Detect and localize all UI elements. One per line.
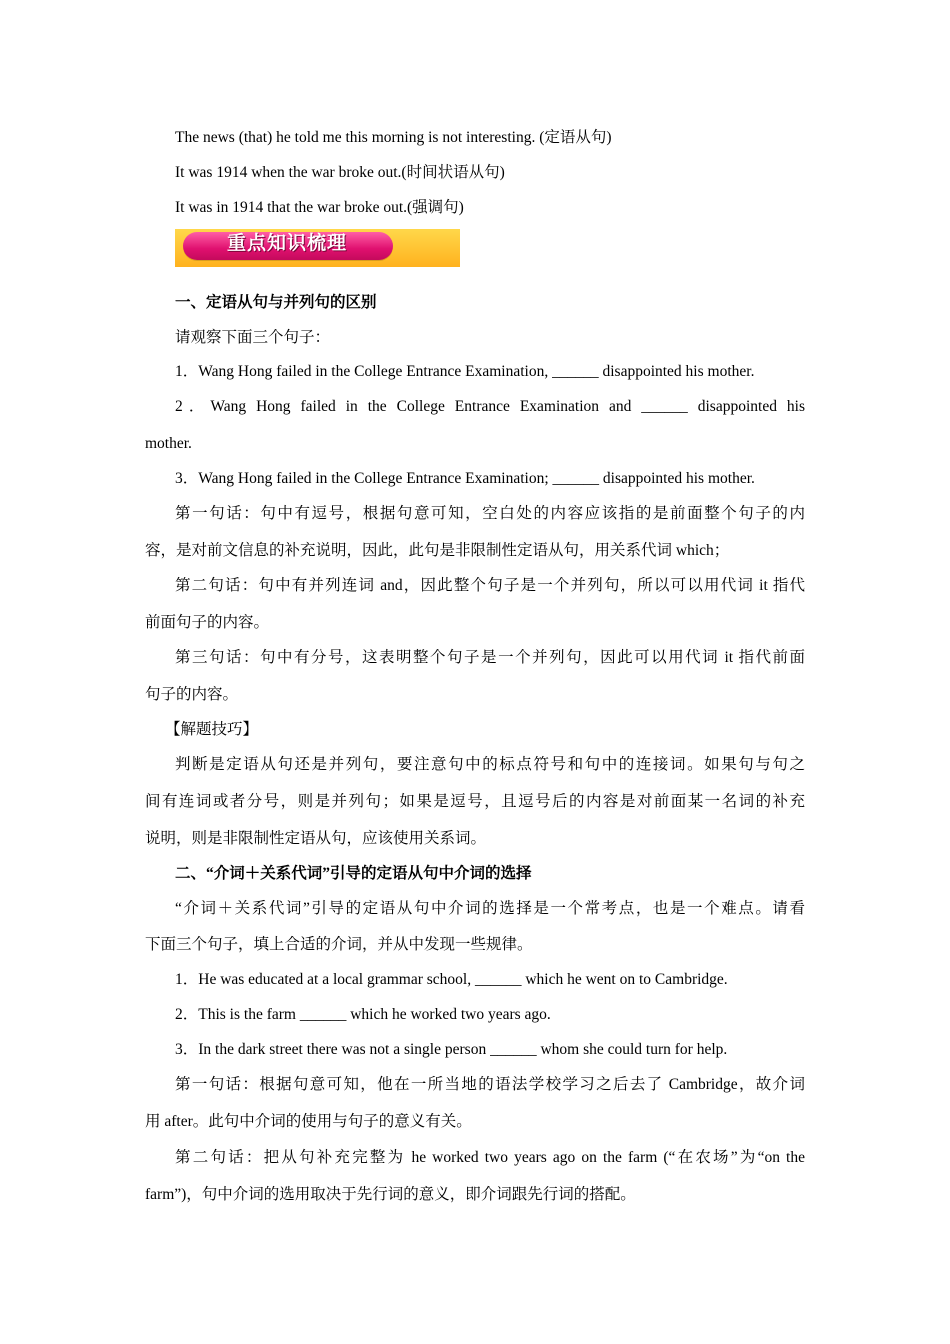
section1-explanation-2-line2: 前面句子的内容。 <box>145 614 270 631</box>
section2-explanation-2-line1: 第二句话：把从句补充完整为 he worked two years ago on the farm (“在农场”为“on the <box>175 1149 805 1166</box>
section2-heading: 二、“介词＋关系代词”引导的定语从句中介词的选择 <box>175 865 532 882</box>
section2-sentence-2: 2．This is the farm ______ which he worked two years ago. <box>175 1006 551 1023</box>
example-sentence-time-adverbial: It was 1914 when the war broke out.(时间状语从句) <box>175 164 505 181</box>
section1-sentence-3: 3．Wang Hong failed in the College Entrance Examination; ______ disappointed his mother. <box>175 470 755 487</box>
section1-sentence-2-line1: 2．Wang Hong failed in the College Entrance Examination and ______ disappointed his <box>175 398 805 415</box>
section2-intro-line1: “介词＋关系代词”引导的定语从句中介词的选择是一个常考点，也是一个难点。请看 <box>175 900 805 917</box>
tips-label: 【解题技巧】 <box>165 721 259 738</box>
section1-sentence-2-line2: mother. <box>145 435 192 452</box>
example-sentence-emphatic: It was in 1914 that the war broke out.(强调句) <box>175 199 464 216</box>
tips-line2: 间有连词或者分号，则是并列句；如果是逗号，且逗号后的内容是对前面某一名词的补充 <box>145 793 805 810</box>
banner-title: 重点知识梳理 <box>227 232 348 254</box>
section2-intro-line2: 下面三个句子，填上合适的介词，并从中发现一些规律。 <box>145 936 533 953</box>
section-banner <box>175 229 460 267</box>
section1-explanation-3-line2: 句子的内容。 <box>145 686 239 703</box>
section2-explanation-1-line1: 第一句话：根据句意可知，他在一所当地的语法学校学习之后去了 Cambridge，故介词 <box>175 1076 805 1093</box>
section2-sentence-3: 3．In the dark street there was not a single person ______ whom she could turn for help. <box>175 1041 728 1058</box>
section1-explanation-2-line1: 第二句话：句中有并列连词 and，因此整个句子是一个并列句，所以可以用代词 it 指代 <box>175 577 805 594</box>
section2-explanation-2-line2: farm”)，句中介词的选用取决于先行词的意义，即介词跟先行词的搭配。 <box>145 1186 636 1203</box>
tips-line3: 说明，则是非限制性定语从句，应该使用关系词。 <box>145 830 487 847</box>
section1-explanation-1-line1: 第一句话：句中有逗号，根据句意可知，空白处的内容应该指的是前面整个句子的内 <box>175 505 805 522</box>
section2-explanation-1-line2: 用 after。此句中介词的使用与句子的意义有关。 <box>145 1113 472 1130</box>
section1-heading: 一、定语从句与并列句的区别 <box>175 294 377 311</box>
section1-explanation-1-line2: 容，是对前文信息的补充说明，因此，此句是非限制性定语从句，用关系代词 which； <box>145 542 730 559</box>
section1-sentence-1: 1．Wang Hong failed in the College Entrance Examination, ______ disappointed his mother. <box>175 363 755 380</box>
section1-explanation-3-line1: 第三句话：句中有分号，这表明整个句子是一个并列句，因此可以用代词 it 指代前面 <box>175 649 805 666</box>
tips-line1: 判断是定语从句还是并列句，要注意句中的标点符号和句中的连接词。如果句与句之 <box>175 756 805 773</box>
example-sentence-attributive: The news (that) he told me this morning is not interesting. (定语从句) <box>175 129 612 146</box>
section1-intro: 请观察下面三个句子： <box>175 329 331 346</box>
section2-sentence-1: 1．He was educated at a local grammar school, ______ which he went on to Cambridge. <box>175 971 728 988</box>
